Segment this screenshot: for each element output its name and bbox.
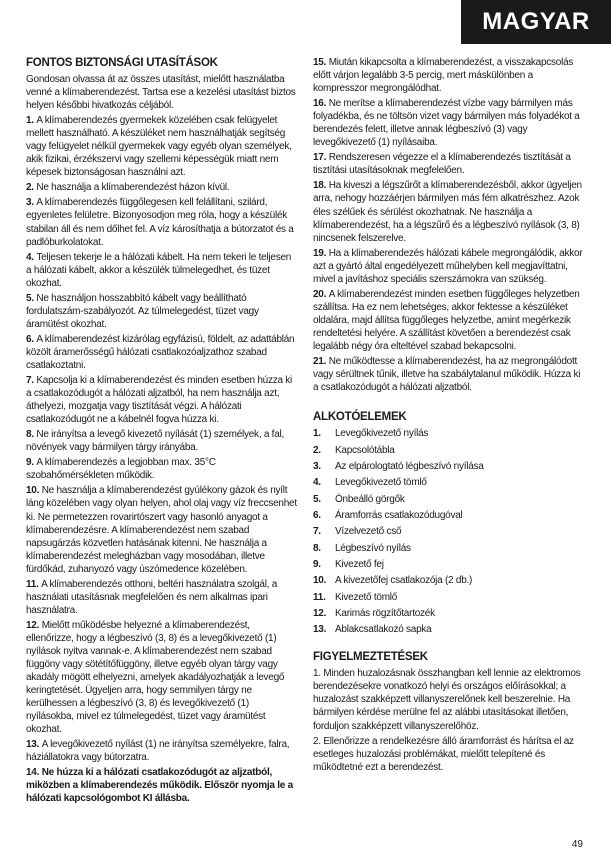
component-item xyxy=(313,591,585,604)
safety-item xyxy=(26,738,298,764)
safety-item-text: Ne használja a klímaberendezést házon kívül. xyxy=(36,182,230,194)
component-label: Kivezető fej xyxy=(335,558,384,570)
safety-item-number: 8. xyxy=(26,429,37,441)
component-label: Ablakcsatlakozó sapka xyxy=(335,624,432,636)
warnings-title: FIGYELMEZTETÉSEK xyxy=(313,651,428,664)
component-item xyxy=(313,558,585,571)
component-label: Karimás rögzítőtartozék xyxy=(335,607,435,619)
component-label: Kapcsolótábla xyxy=(335,444,395,456)
page-number: 49 xyxy=(571,839,583,850)
safety-item-number: 18. xyxy=(313,180,329,192)
component-number: 9. xyxy=(313,558,321,570)
safety-item-number: 20. xyxy=(313,288,329,300)
component-number: 11. xyxy=(313,591,326,603)
component-label: Kivezető tömlő xyxy=(335,591,398,603)
safety-item-text: A levegőkivezető nyílást (1) ne irányítsa személyekre, falra, háziállatokra vagy bútorzatra. xyxy=(26,739,290,764)
component-label: Vízelvezető cső xyxy=(335,526,402,538)
safety-item xyxy=(313,355,585,394)
safety-item-number: 11. xyxy=(26,578,42,590)
safety-item-text: Rendszeresen végezze el a klímaberendezés tisztítását a tisztítási utasításoknak megfelelően. xyxy=(313,152,571,177)
warning-item: 2. Ellenőrizze a rendelkezésre álló áramforrást és hárítsa el az esetleges huzalozási problémákat, mielőtt telepítené és működtetné ezt a berendezést. xyxy=(313,735,574,773)
component-number: 3. xyxy=(313,460,321,472)
component-number: 1. xyxy=(313,428,321,440)
safety-item-number: 13. xyxy=(26,739,42,751)
safety-item xyxy=(26,374,298,426)
safety-item-text: A klímaberendezés gyermekek közelében csak felügyelet mellett használható. A készüléket nem használhatják segítség vagy felügyelet nélkül gyermekek vagy egyéb olyan személyek, akik fizikai, érzékszervi vagy szellemi képességük miatt nem képesek biztonságosan használni azt. xyxy=(26,115,292,179)
safety-item xyxy=(26,484,298,575)
component-item xyxy=(313,509,585,522)
component-number: 12. xyxy=(313,607,327,619)
safety-item-number: 3. xyxy=(26,197,37,209)
safety-list-left xyxy=(26,114,298,805)
component-number: 6. xyxy=(313,509,321,521)
safety-item-text: Teljesen tekerje le a hálózati kábelt. Ha nem tekeri le teljesen a hálózati kábelt, akkor a készülék túlmelegedhet, és tüzet okozhat. xyxy=(26,251,292,289)
safety-item xyxy=(26,196,298,248)
safety-item-number: 14. xyxy=(26,767,42,779)
safety-item xyxy=(26,766,298,805)
safety-item-number: 7. xyxy=(26,375,37,387)
component-number: 10. xyxy=(313,575,327,587)
safety-item-text: Ha a klímaberendezés hálózati kábele megrongálódik, akkor azt a gyártó által engedélyezett műhelyben kell megjavíttatni, mivel a javításhoz speciális szerszámokra van szükség. xyxy=(313,247,583,285)
component-item xyxy=(313,607,585,620)
component-item xyxy=(313,444,585,457)
safety-item xyxy=(313,56,585,95)
safety-item-text: Ha kiveszi a légszűrőt a klímaberendezésből, akkor ügyeljen arra, nehogy hozzáérjen bármilyen más fém alkatrészhez. Azok éles szélűek és sérülést okozhatnak. Ne használja a klímaberendezést, ha a légszűrő és a légbeszívó nyílások (3, 8) nincsenek felszerelve. xyxy=(313,180,582,244)
safety-item-number: 21. xyxy=(313,356,329,368)
left-column xyxy=(26,56,298,808)
safety-item-number: 10. xyxy=(26,485,42,497)
component-item xyxy=(313,476,585,489)
safety-item-number: 15. xyxy=(313,57,329,68)
component-label: Az elpárologtató légbeszívó nyílása xyxy=(335,460,484,472)
safety-item-text: Miután kikapcsolta a klímaberendezést, a visszakapcsolás előtt várjon legalább 3-5 percig, mert máskülönben a kompresszor megrongálódhat. xyxy=(313,57,574,95)
components-title: ALKOTÓELEMEK xyxy=(313,411,407,424)
safety-item xyxy=(26,456,298,482)
component-label: Levegőkivezető tömlő xyxy=(335,477,427,489)
component-number: 4. xyxy=(313,477,321,489)
language-tab: MAGYAR xyxy=(461,0,611,44)
safety-item-number: 12. xyxy=(26,619,42,631)
component-item xyxy=(313,493,585,506)
safety-item-number: 9. xyxy=(26,457,37,469)
component-number: 8. xyxy=(313,542,321,554)
safety-list-right xyxy=(313,56,585,394)
safety-item-number: 2. xyxy=(26,182,37,194)
safety-item-text: Ne használjon hosszabbító kábelt vagy beállítható fordulatszám-szabályozót. Az túlmelegedést, tüzet vagy áramütést okozhat. xyxy=(26,292,259,330)
safety-item-number: 17. xyxy=(313,152,329,164)
component-label: Légbeszívó nyílás xyxy=(335,542,411,554)
safety-item-text: Ne irányítsa a levegő kivezető nyílását (1) személyek, a fal, növények vagy bármilyen tárgy irányába. xyxy=(26,429,285,454)
safety-item-number: 16. xyxy=(313,98,329,110)
safety-item xyxy=(26,292,298,331)
component-number: 7. xyxy=(313,526,321,538)
component-item xyxy=(313,460,585,473)
safety-item xyxy=(313,247,585,286)
safety-item-number: 1. xyxy=(26,115,37,127)
component-label: Áramforrás csatlakozódugóval xyxy=(335,509,463,521)
component-number: 2. xyxy=(313,444,321,456)
warning-item: 1. Minden huzalozásnak összhangban kell lennie az elektromos berendezésekre vonatkozó helyi és országos előírásokkal; a huzalozást szakképzett villanyszerelőnek kell beszerelnie. Ha bármilyen kérdése merülne fel az alábbi utasításokat illetően, forduljon szakképzett villanyszerelőhöz. xyxy=(313,668,581,732)
component-label: Önbeálló görgők xyxy=(335,493,405,505)
safety-item-text: A klímaberendezés függőlegesen kell felállítani, szilárd, egyenletes felületre. Bizonyosodjon meg róla, hogy a készülék stabilan áll és nem dőlhet fel. A víz károsíthatja a bútorzatot és a padlóburkolatokat. xyxy=(26,197,294,248)
safety-item xyxy=(313,97,585,149)
safety-item xyxy=(26,578,298,617)
safety-title: FONTOS BIZTONSÁGI UTASÍTÁSOK xyxy=(26,57,218,69)
warnings-list xyxy=(313,667,585,773)
safety-item-text: A klímaberendezést kizárólag egyfázisú, földelt, az adattáblán közölt áramerősségű hálózati csatlakozóaljzathoz szabad csatlakoztatni. xyxy=(26,333,295,371)
safety-item-text: Kapcsolja ki a klímaberendezést és minden esetben húzza ki a csatlakozódugót a hálózati aljzatból, ha nem használja azt, áthelyezi, mozgatja vagy tisztítását végzi. A hálózati csatlakozódugót ne a kábelnél fogva húzza ki. xyxy=(26,375,293,426)
component-label: A kivezetőfej csatlakozója (2 db.) xyxy=(335,575,473,587)
safety-item xyxy=(26,619,298,736)
safety-item xyxy=(313,151,585,177)
safety-item xyxy=(26,251,298,290)
safety-item-text: Ne működtesse a klímaberendezést, ha az megrongálódott vagy sérültnek tűnik, illetve ha szabálytalanul működik. Húzza ki a csatlakozódugót a hálózati aljzatból. xyxy=(313,356,581,394)
right-column xyxy=(313,56,585,776)
component-item xyxy=(313,623,585,636)
safety-item-text: Ne merítse a klímaberendezést vízbe vagy bármilyen más folyadékba, és ne töltsön vizet vagy bármilyen más folyadékot a berendezés felett, illetve annak légbeszívó (3) vagy levegőkivezető (1) nyílásaiba. xyxy=(313,98,580,149)
safety-item-number: 4. xyxy=(26,251,37,263)
safety-item-number: 19. xyxy=(313,247,329,259)
safety-item-number: 6. xyxy=(26,333,37,345)
safety-item-text: Ne húzza ki a hálózati csatlakozódugót az aljzatból, miközben a klímaberendezés működik. Először nyomja le a hálózati kapcsológombot KI állásba. xyxy=(26,767,293,805)
safety-item-text: A klímaberendezés a legjobban max. 35°C szobahőmérsékleten működik. xyxy=(26,457,216,482)
safety-item xyxy=(313,179,585,244)
safety-intro: Gondosan olvassa át az összes utasítást, mielőtt használatba venné a klímaberendezést. Tartsa ese a kezelési utasítást biztos helyen későbbi hivatkozás céljából. xyxy=(26,74,296,112)
safety-item-text: A klímaberendezést minden esetben függőleges helyzetben szállítsa. Ha ez nem lehetséges, akkor fektesse a készüléket oldalára, majd állítsa függőleges helyzetbe, amint megérkezik rendeltetési helyére. A szállítást követően a berendezést csak legalább négy óra elteltével szabad bekapcsolni. xyxy=(313,288,580,352)
component-item xyxy=(313,525,585,538)
component-number: 5. xyxy=(313,493,321,505)
safety-item xyxy=(313,288,585,353)
component-item xyxy=(313,574,585,587)
safety-item-text: Mielőtt működésbe helyezné a klímaberendezést, ellenőrizze, hogy a légbeszívó (3, 8) és a levegőkivezető (1) nyílások nyitva vannak-e. A klímaberendezést nem szabad függöny vagy sötétítőfüggöny, illetve egyéb olyan tárgy vagy akadály mögött elhelyezni, amelyek akadályozhatják a levegő keringtetését. Ügyeljen arra, hogy semmilyen tárgy ne kerülhessen a légbeszívó (3, 8) és levegőkivezető (1) nyílásokba, mivel ez túlmelegedést, tüzet vagy áramütést okozhat. xyxy=(26,619,285,736)
component-label: Levegőkivezető nyílás xyxy=(335,428,429,440)
component-item xyxy=(313,542,585,555)
safety-item xyxy=(26,181,298,194)
component-number: 13. xyxy=(313,624,327,636)
safety-item xyxy=(26,333,298,372)
safety-item-text: A klímaberendezés otthoni, beltéri használatra szolgál, a használati utasításnak megfelelően és nem alkalmas ipari használatra. xyxy=(26,578,278,616)
safety-item-text: Ne használja a klímaberendezést gyúlékony gázok és nyílt láng közelében vagy olyan helyen, ahol olaj vagy víz freccsenhet ki. Ne permetezzen rovarirtószert vagy hasonló anyagot a klímaberendezésre. A klímaberendezést nem szabad napsugárzás közvetlen hatásának kitenni. Ne használja a klímaberendezést melegházban vagy mosodában, illetve fürdőkád, zuhanyozó vagy úszómedence közelében. xyxy=(26,485,297,575)
safety-item-number: 5. xyxy=(26,292,37,304)
component-item xyxy=(313,427,585,440)
safety-item xyxy=(26,114,298,179)
safety-item xyxy=(26,428,298,454)
components-list xyxy=(313,427,585,636)
